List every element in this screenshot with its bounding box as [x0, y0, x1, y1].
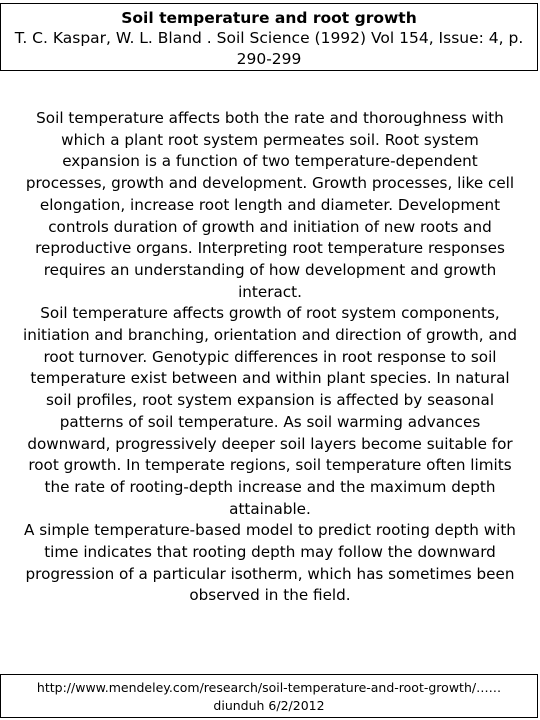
download-date: diunduh 6/2/2012 [213, 697, 325, 713]
abstract-paragraph: A simple temperature-based model to predict rooting depth with time indicates that rooting depth may follow the downward progression of a particular isotherm, which has sometimes been observed in the field. [24, 521, 516, 605]
footer-box [0, 674, 538, 718]
abstract-paragraph: Soil temperature affects growth of root system components, initiation and branching, orientation and direction of growth, and root turnover. Genotypic differences in root response to soil temperature exist between and within plant species. In natural soil profiles, root system expansion is affected by seasonal patterns of soil temperature. As soil warming advances downward, progressively deeper soil layers become suitable for root growth. In temperate regions, soil temperature often limits the rate of rooting-depth increase and the maximum depth attainable. [22, 304, 518, 518]
paper-title: Soil temperature and root growth [121, 9, 417, 27]
paper-citation: T. C. Kaspar, W. L. Bland . Soil Science (1992) Vol 154, Issue: 4, p. 290-299 [14, 29, 524, 68]
abstract [22, 108, 518, 607]
abstract-paragraph: Soil temperature affects both the rate and thoroughness with which a plant root system permeates soil. Root system expansion is a function of two temperature-dependent processes, growth and development. Growth processes, like cell elongation, increase root length and diameter. Development controls duration of growth and initiation of new roots and reproductive organs. Interpreting root temperature responses requires an understanding of how development and growth interact. [25, 109, 515, 301]
source-url[interactable]: http://www.mendeley.com/research/soil-temperature-and-root-growth/…… [36, 680, 502, 695]
header-box [0, 3, 538, 71]
